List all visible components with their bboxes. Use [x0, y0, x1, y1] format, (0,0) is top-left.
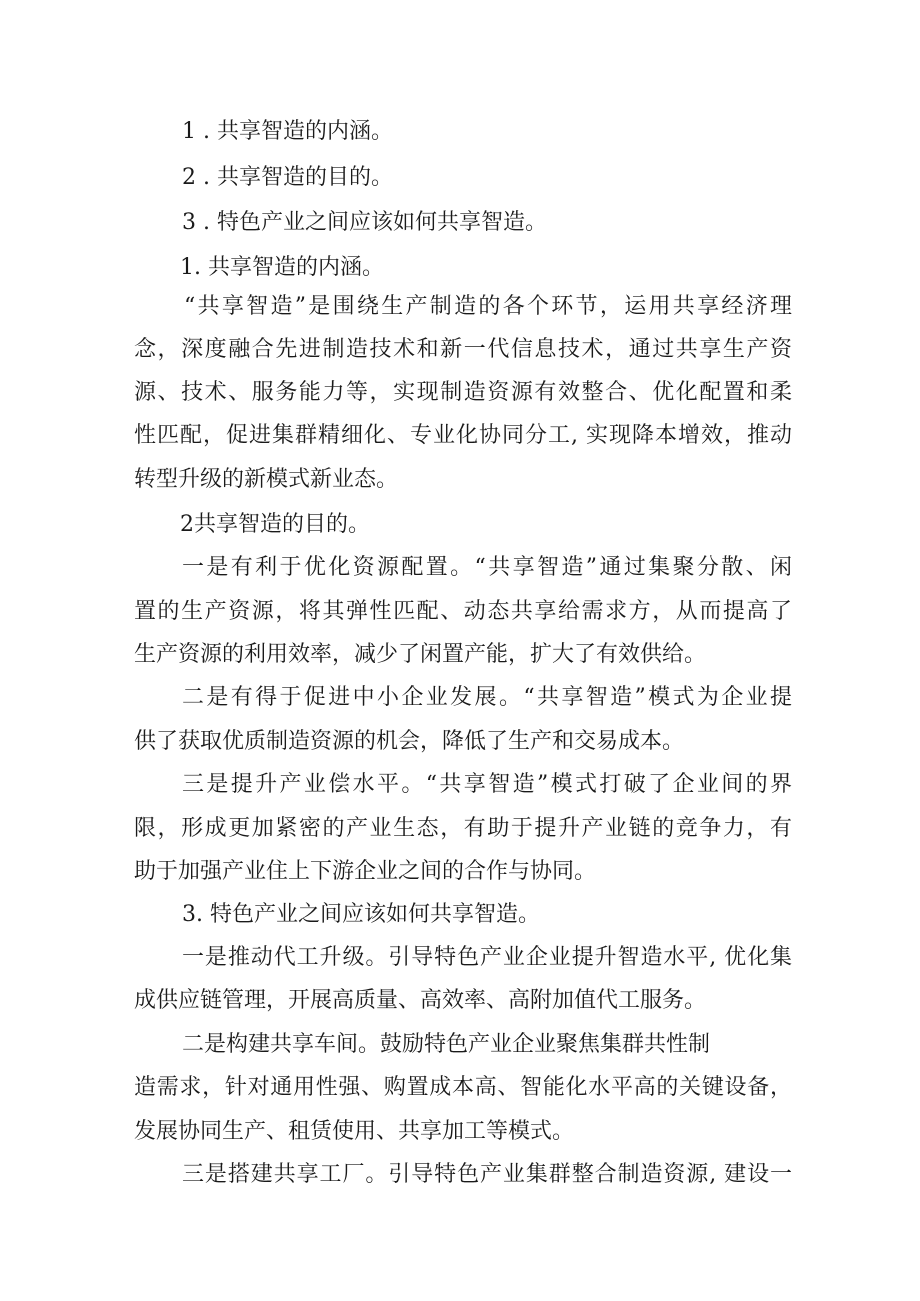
- paragraph-line: 供了获取优质制造资源的机会，降低了生产和交易成本。: [134, 729, 685, 754]
- paragraph-line: “共享智造”是围绕生产制造的各个环节，运用共享经济理: [184, 294, 792, 319]
- paragraph-line: 三是提升产业偿水平。“共享智造”模式打破了企业间的界: [182, 772, 792, 797]
- outline-item-3: 3 . 特色产业之间应该如何共享智造。: [182, 210, 547, 235]
- paragraph-line: 二是构建共享车间。鼓励特色产业企业聚焦集群共性制: [182, 1032, 711, 1057]
- paragraph-line: 性匹配，促进集群精细化、专业化协同分工, 实现降本增效，推动: [134, 423, 792, 448]
- paragraph-line: 助于加强产业住上下游企业之间的合作与协同。: [134, 859, 597, 884]
- paragraph-line: 限，形成更加紧密的产业生态，有助于提升产业链的竞争力，有: [134, 816, 792, 841]
- paragraph-line: 发展协同生产、租赁使用、共享加工等模式。: [134, 1119, 575, 1144]
- paragraph-line: 一是有利于优化资源配置。“共享智造”通过集聚分散、闲: [182, 555, 792, 580]
- paragraph-line: 二是有得于促进中小企业发展。“共享智造”模式为企业提: [182, 685, 792, 710]
- outline-item-1: 1 . 共享智造的内涵。: [182, 119, 393, 144]
- section-heading-3: 3. 特色产业之间应该如何共享智造。: [182, 902, 540, 927]
- paragraph-line: 三是搭建共享工厂。引导特色产业集群整合制造资源, 建设一: [182, 1162, 792, 1187]
- paragraph-line: 造需求，针对通用性强、购置成本高、智能化水平高的关键设备，: [134, 1075, 792, 1100]
- section-heading-1: 1. 共享智造的内涵。: [180, 255, 384, 280]
- paragraph-line: 念，深度融合先进制造技术和新一代信息技术，通过共享生产资: [134, 337, 792, 362]
- paragraph-line: 生产资源的利用效率，减少了闲置产能，扩大了有效供给。: [134, 642, 707, 667]
- paragraph-line: 转型升级的新模式新业态。: [134, 467, 399, 492]
- paragraph-line: 置的生产资源，将其弹性匹配、动态共享给需求方，从而提高了: [134, 599, 792, 624]
- paragraph-line: 成供应链管理，开展高质量、高效率、高附加值代工服务。: [134, 988, 707, 1013]
- paragraph-line: 源、技术、服务能力等，实现制造资源有效整合、优化配置和柔: [134, 380, 792, 405]
- paragraph-line: 一是推动代工升级。引导特色产业企业提升智造水平, 优化集: [182, 945, 792, 970]
- outline-item-2: 2 . 共享智造的目的。: [182, 165, 393, 190]
- section-heading-2: 2共享智造的目的。: [180, 512, 370, 537]
